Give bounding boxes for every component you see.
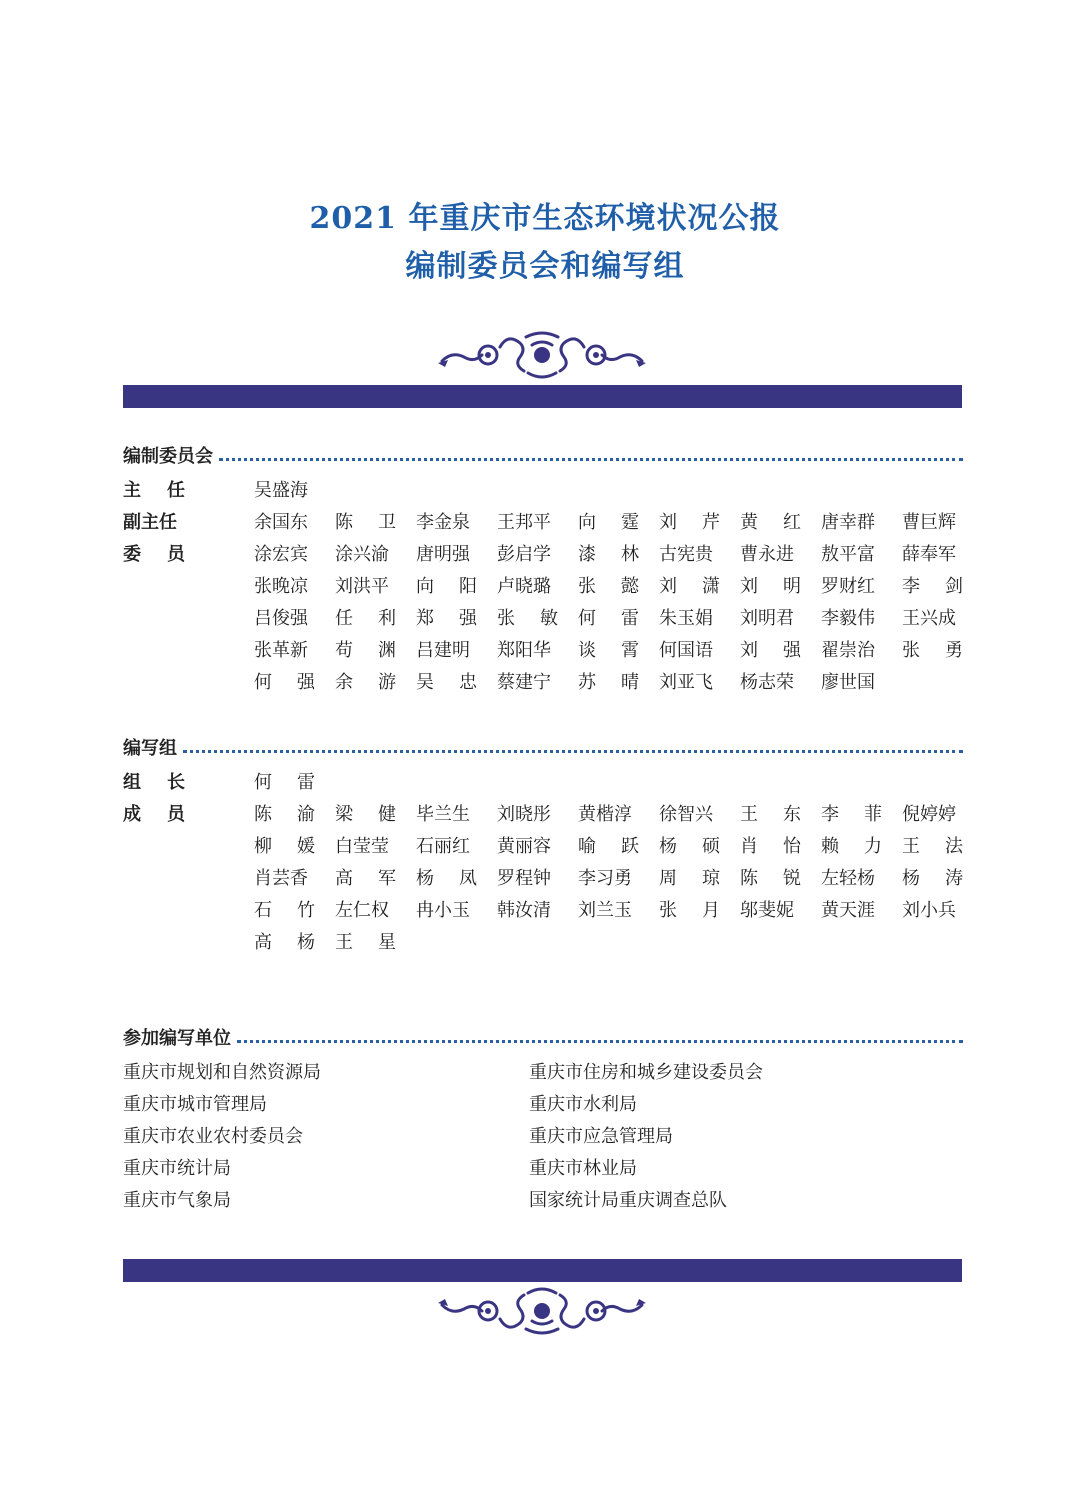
person-name: 刘小兵 (902, 900, 956, 921)
person-name: 苏 晴 (578, 672, 639, 693)
person-name: 周 琼 (659, 868, 720, 889)
role-deputy-director: 副主任 (123, 512, 177, 533)
person-name: 刘 明 (740, 576, 801, 597)
person-name: 杨 硕 (659, 836, 720, 857)
bottom-divider-bar (123, 1259, 962, 1282)
person-name: 李金泉 (416, 512, 470, 533)
person-name: 黄 红 (740, 512, 801, 533)
unit-right-1: 重庆市住房和城乡建设委员会 (529, 1062, 763, 1083)
person-name: 李 菲 (821, 804, 882, 825)
person-name: 李习勇 (578, 868, 632, 889)
person-name: 喻 跃 (578, 836, 639, 857)
person-name: 左轻杨 (821, 868, 875, 889)
person-name: 罗财红 (821, 576, 875, 597)
person-name: 曹永进 (740, 544, 794, 565)
person-name: 刘洪平 (335, 576, 389, 597)
person-name: 杨 凤 (416, 868, 477, 889)
person-name: 黄天涯 (821, 900, 875, 921)
committee-heading: 编制委员会 (123, 443, 963, 467)
person-name: 王 东 (740, 804, 801, 825)
person-name: 韩汝清 (497, 900, 551, 921)
person-name: 刘明君 (740, 608, 794, 629)
unit-left-1: 重庆市规划和自然资源局 (123, 1062, 321, 1083)
role-director: 主 任 (123, 480, 185, 501)
person-name: 涂兴渝 (335, 544, 389, 565)
person-name: 朱玉娟 (659, 608, 713, 629)
person-name: 刘晓彤 (497, 804, 551, 825)
unit-right-2: 重庆市水利局 (529, 1094, 637, 1115)
person-name: 李毅伟 (821, 608, 875, 629)
person-name: 刘亚飞 (659, 672, 713, 693)
person-name: 吕俊强 (254, 608, 308, 629)
person-name: 郑 强 (416, 608, 477, 629)
top-ornament-icon (436, 327, 648, 383)
person-name: 刘 芹 (659, 512, 720, 533)
person-name: 石 竹 (254, 900, 315, 921)
person-name: 王兴成 (902, 608, 956, 629)
person-name: 唐明强 (416, 544, 470, 565)
unit-right-4: 重庆市林业局 (529, 1158, 637, 1179)
person-name: 唐幸群 (821, 512, 875, 533)
person-name: 张 勇 (902, 640, 963, 661)
person-name: 石丽红 (416, 836, 470, 857)
person-name: 徐智兴 (659, 804, 713, 825)
person-name: 向 阳 (416, 576, 477, 597)
person-name: 古宪贵 (659, 544, 713, 565)
top-divider-bar (123, 385, 962, 408)
person-name: 任 利 (335, 608, 396, 629)
person-name: 张 月 (659, 900, 720, 921)
person-name: 刘 强 (740, 640, 801, 661)
person-name: 白莹莹 (335, 836, 389, 857)
person-name: 邬斐妮 (740, 900, 794, 921)
role-group-leader: 组 长 (123, 772, 185, 793)
person-name: 张 敏 (497, 608, 558, 629)
person-name: 李 剑 (902, 576, 963, 597)
person-name: 王 星 (335, 932, 396, 953)
person-name: 曹巨辉 (902, 512, 956, 533)
person-name: 张晚凉 (254, 576, 308, 597)
person-name: 倪婷婷 (902, 804, 956, 825)
person-name: 黄楷淳 (578, 804, 632, 825)
person-name: 杨 涛 (902, 868, 963, 889)
person-name: 刘 潇 (659, 576, 720, 597)
person-name: 薛奉军 (902, 544, 956, 565)
person-name: 吴 忠 (416, 672, 477, 693)
person-name: 郑阳华 (497, 640, 551, 661)
person-name: 吴盛海 (254, 480, 308, 501)
unit-right-5: 国家统计局重庆调查总队 (529, 1190, 727, 1211)
person-name: 翟崇治 (821, 640, 875, 661)
person-name: 王邦平 (497, 512, 551, 533)
bottom-ornament-icon (436, 1283, 648, 1339)
unit-right-3: 重庆市应急管理局 (529, 1126, 673, 1147)
person-name: 彭启学 (497, 544, 551, 565)
person-name: 陈 锐 (740, 868, 801, 889)
person-name: 左仁权 (335, 900, 389, 921)
person-name: 何 雷 (254, 772, 315, 793)
person-name: 梁 健 (335, 804, 396, 825)
person-name: 向 霆 (578, 512, 639, 533)
person-name: 张 懿 (578, 576, 639, 597)
person-name: 黄丽容 (497, 836, 551, 857)
writing-group-heading: 编写组 (123, 735, 963, 759)
person-name: 苟 渊 (335, 640, 396, 661)
person-name: 肖芸香 (254, 868, 308, 889)
unit-left-4: 重庆市统计局 (123, 1158, 231, 1179)
units-heading: 参加编写单位 (123, 1025, 963, 1049)
person-name: 陈 卫 (335, 512, 396, 533)
person-name: 敖平富 (821, 544, 875, 565)
person-name: 王 法 (902, 836, 963, 857)
person-name: 冉小玉 (416, 900, 470, 921)
person-name: 刘兰玉 (578, 900, 632, 921)
unit-left-3: 重庆市农业农村委员会 (123, 1126, 303, 1147)
role-members: 委 员 (123, 544, 185, 565)
person-name: 蔡建宁 (497, 672, 551, 693)
person-name: 涂宏宾 (254, 544, 308, 565)
person-name: 高 杨 (254, 932, 315, 953)
role-group-members: 成 员 (123, 804, 185, 825)
person-name: 何 强 (254, 672, 315, 693)
unit-left-2: 重庆市城市管理局 (123, 1094, 267, 1115)
person-name: 何国语 (659, 640, 713, 661)
title-line-1: 2021 年重庆市生态环境状况公报 (309, 201, 781, 236)
person-name: 肖 怡 (740, 836, 801, 857)
person-name: 赖 力 (821, 836, 882, 857)
person-name: 高 军 (335, 868, 396, 889)
person-name: 吕建明 (416, 640, 470, 661)
person-name: 陈 渝 (254, 804, 315, 825)
person-name: 漆 林 (578, 544, 639, 565)
person-name: 杨志荣 (740, 672, 794, 693)
person-name: 张革新 (254, 640, 308, 661)
person-name: 罗程钟 (497, 868, 551, 889)
person-name: 毕兰生 (416, 804, 470, 825)
person-name: 何 雷 (578, 608, 639, 629)
person-name: 余 游 (335, 672, 396, 693)
title-line-2: 编制委员会和编写组 (405, 249, 685, 284)
person-name: 余国东 (254, 512, 308, 533)
person-name: 廖世国 (821, 672, 875, 693)
person-name: 卢晓璐 (497, 576, 551, 597)
person-name: 柳 媛 (254, 836, 315, 857)
person-name: 谈 霄 (578, 640, 639, 661)
unit-left-5: 重庆市气象局 (123, 1190, 231, 1211)
